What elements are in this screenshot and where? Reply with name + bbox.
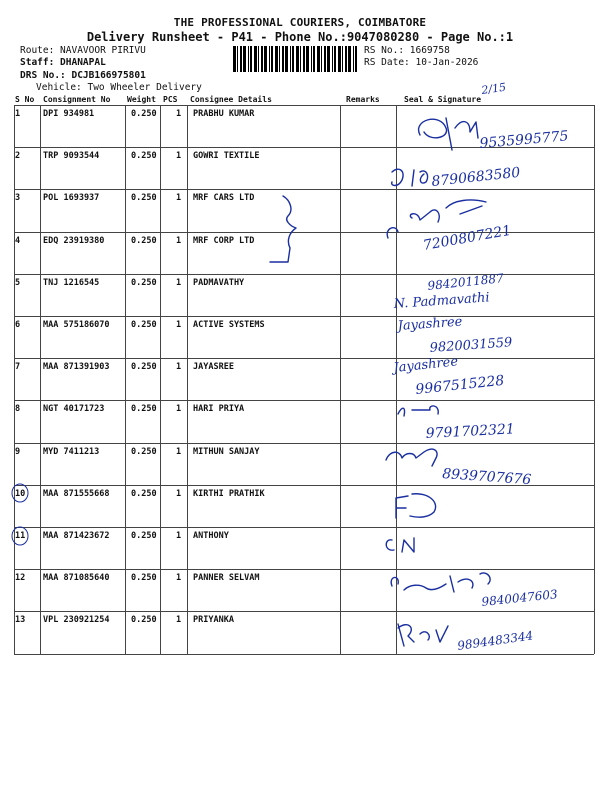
signature-row1	[419, 118, 478, 150]
row-4-weight: 0.250	[131, 235, 157, 246]
row-13-consignment: VPL 230921254	[43, 615, 110, 626]
phone-row13: 9894483344	[456, 628, 535, 653]
row-11-weight: 0.250	[131, 531, 157, 541]
column-divider	[340, 105, 341, 654]
signature-row8	[398, 406, 438, 416]
row-7-consignee: JAYASREE	[193, 362, 234, 373]
row-6-consignee: ACTIVE SYSTEMS	[193, 320, 265, 330]
row-8-pcs: 1	[176, 404, 182, 415]
col-consignment: Consignment No	[43, 95, 111, 104]
barcode-bar	[264, 46, 267, 72]
row-5-consignment: TNJ 1216545	[43, 277, 100, 288]
row-divider	[14, 147, 594, 148]
row-3-consignee: MRF CARS LTD	[193, 193, 255, 204]
row-9-weight: 0.250	[131, 446, 157, 457]
row-10-consignment: MAA 871555668	[43, 488, 110, 499]
phone-row8: 9791702321	[425, 421, 516, 442]
row-divider	[14, 358, 594, 359]
row-5-consignee: PADMAVATHY	[193, 277, 245, 288]
row-11-pcs: 1	[176, 531, 182, 541]
company-title: THE PROFESSIONAL COURIERS, COIMBATORE	[173, 16, 427, 29]
row-10-pcs: 1	[176, 488, 182, 499]
row-11-sno: 11	[15, 531, 26, 541]
rs-date: RS Date: 10-Jan-2026	[364, 57, 479, 68]
barcode-bar	[345, 46, 347, 72]
column-divider	[187, 105, 188, 654]
row-9-sno: 9	[15, 446, 21, 457]
row-10-weight: 0.250	[131, 488, 157, 499]
barcode-bar	[282, 46, 284, 72]
phone-row12: 9840047603	[480, 587, 559, 609]
barcode-bar	[300, 46, 301, 72]
row-5-sno: 5	[15, 277, 21, 288]
barcode-bar	[258, 46, 259, 72]
barcode-bar	[348, 46, 351, 72]
row-13-weight: 0.250	[131, 615, 157, 626]
name-row5: N. Padmavathi	[393, 290, 491, 312]
row-8-consignment: NGT 40171723	[43, 404, 105, 415]
row-9-consignee: MITHUN SANJAY	[193, 446, 260, 457]
column-divider	[396, 105, 397, 654]
phone-row5: 9842011887	[426, 271, 505, 293]
barcode-bar	[279, 46, 280, 72]
column-divider	[125, 105, 126, 654]
row-12-sno: 12	[15, 573, 26, 584]
barcode-bar	[292, 46, 294, 72]
barcode-bar	[275, 46, 278, 72]
barcode-bar	[321, 46, 322, 72]
barcode-bar	[290, 46, 291, 72]
barcode-bar	[338, 46, 341, 72]
barcode-bar	[269, 46, 270, 72]
row-13-pcs: 1	[176, 615, 182, 626]
row-divider	[14, 232, 594, 233]
row-1-weight: 0.250	[131, 109, 157, 119]
row-2-pcs: 1	[176, 151, 182, 162]
barcode-bar	[311, 46, 312, 72]
row-5-pcs: 1	[176, 277, 182, 288]
barcode-bar	[237, 46, 238, 72]
row-6-consignment: MAA 575186070	[43, 320, 110, 330]
barcode-bar	[353, 46, 354, 72]
signature-row10	[396, 494, 436, 518]
barcode-bar	[324, 46, 326, 72]
row-10-sno: 10	[15, 488, 26, 499]
row-divider	[14, 443, 594, 444]
barcode-bar	[334, 46, 336, 72]
row-5-weight: 0.250	[131, 277, 157, 288]
row-12-consignment: MAA 871085640	[43, 573, 110, 584]
row-7-weight: 0.250	[131, 362, 157, 373]
column-divider	[40, 105, 41, 654]
row-3-sno: 3	[15, 193, 21, 204]
row-divider	[14, 316, 594, 317]
barcode-bar	[248, 46, 249, 72]
barcode-bar	[240, 46, 242, 72]
barcode-bar	[233, 46, 236, 72]
row-9-consignment: MYD 7411213	[43, 446, 100, 457]
col-seal-signature: Seal & Signature	[404, 95, 482, 104]
row-2-sno: 2	[15, 151, 21, 162]
barcode-bar	[306, 46, 309, 72]
row-11-consignee: ANTHONY	[193, 531, 229, 541]
route-label: Route: NAVAVOOR PIRIVU	[20, 45, 146, 56]
row-8-sno: 8	[15, 404, 21, 415]
handwritten-note: 2/15	[480, 80, 507, 97]
row-divider	[14, 274, 594, 275]
signature-row12	[391, 573, 490, 592]
phone-row2: 8790683580	[430, 164, 522, 190]
row-13-consignee: PRIYANKA	[193, 615, 234, 626]
drs-label: DRS No.: DCJB166975801	[20, 70, 146, 81]
signature-row2	[392, 169, 428, 186]
row-divider	[14, 527, 594, 528]
column-divider	[160, 105, 161, 654]
row-divider	[14, 569, 594, 570]
row-7-pcs: 1	[176, 362, 182, 373]
row-2-consignee: GOWRI TEXTILE	[193, 151, 260, 162]
column-divider	[14, 105, 15, 654]
col-sno: S No	[15, 95, 35, 104]
signature-row13	[398, 624, 448, 646]
barcode-bar	[342, 46, 343, 72]
table-bottom-border	[14, 654, 594, 655]
row-4-pcs: 1	[176, 235, 182, 246]
row-7-sno: 7	[15, 362, 21, 373]
row-divider	[14, 611, 594, 612]
row-13-sno: 13	[15, 615, 26, 626]
name-row6: Jayashree	[397, 314, 463, 334]
col-pcs: PCS	[163, 95, 178, 104]
signature-row11	[386, 538, 414, 552]
row-12-weight: 0.250	[131, 573, 157, 584]
row-3-weight: 0.250	[131, 193, 157, 204]
row-12-pcs: 1	[176, 573, 182, 584]
row-1-pcs: 1	[176, 109, 182, 119]
barcode-bar	[250, 46, 252, 72]
col-remarks: Remarks	[346, 95, 380, 104]
barcode-bar	[296, 46, 299, 72]
row-9-pcs: 1	[176, 446, 182, 457]
signature-row9	[386, 449, 437, 466]
staff-label: Staff: DHANAPAL	[20, 57, 106, 68]
row-1-sno: 1	[15, 109, 21, 119]
row-8-weight: 0.250	[131, 404, 157, 415]
phone-row9: 8939707676	[441, 466, 532, 489]
row-divider	[14, 400, 594, 401]
barcode-bar	[317, 46, 320, 72]
barcode-bar	[243, 46, 246, 72]
row-4-consignee: MRF CORP LTD	[193, 235, 255, 246]
row-divider	[14, 485, 594, 486]
barcode-bar	[313, 46, 315, 72]
col-weight: Weight	[127, 95, 156, 104]
barcode-bar	[332, 46, 333, 72]
barcode-bar	[285, 46, 288, 72]
row-10-consignee: KIRTHI PRATHIK	[193, 488, 265, 499]
phone-row3-4: 7200807221	[421, 222, 513, 254]
row-1-consignment: DPI 934981	[43, 109, 95, 119]
row-6-pcs: 1	[176, 320, 182, 330]
row-3-consignment: POL 1693937	[43, 193, 100, 204]
barcode-bar	[355, 46, 357, 72]
runsheet-subtitle: Delivery Runsheet - P41 - Phone No.:9047080280 - Page No.:1	[86, 30, 514, 44]
rs-number: RS No.: 1669758	[364, 45, 450, 56]
col-consignee: Consignee Details	[190, 95, 272, 104]
phone-row7: 9967515228	[414, 372, 506, 398]
name-row7: Jayashree	[392, 354, 459, 376]
row-2-weight: 0.250	[131, 151, 157, 162]
row-3-pcs: 1	[176, 193, 182, 204]
row-12-consignee: PANNER SELVAM	[193, 573, 260, 584]
barcode-image	[233, 46, 361, 72]
barcode-bar	[327, 46, 330, 72]
row-2-consignment: TRP 9093544	[43, 151, 100, 162]
column-divider	[594, 105, 595, 654]
row-divider	[14, 189, 594, 190]
row-6-sno: 6	[15, 320, 21, 330]
row-8-consignee: HARI PRIYA	[193, 404, 245, 415]
row-4-consignment: EDQ 23919380	[43, 235, 105, 246]
barcode-bar	[303, 46, 305, 72]
phone-row1: 9535995775	[478, 128, 570, 152]
row-6-weight: 0.250	[131, 320, 157, 330]
barcode-bar	[271, 46, 273, 72]
phone-row6: 9820031559	[429, 335, 513, 356]
barcode-bar	[261, 46, 263, 72]
vehicle-label: Vehicle: Two Wheeler Delivery	[36, 82, 202, 93]
row-divider	[14, 105, 594, 106]
row-4-sno: 4	[15, 235, 21, 246]
row-1-consignee: PRABHU KUMAR	[193, 109, 255, 119]
row-7-consignment: MAA 871391903	[43, 362, 110, 373]
barcode-bar	[254, 46, 257, 72]
row-11-consignment: MAA 871423672	[43, 531, 110, 541]
bracket-rows-3-4	[270, 196, 296, 262]
